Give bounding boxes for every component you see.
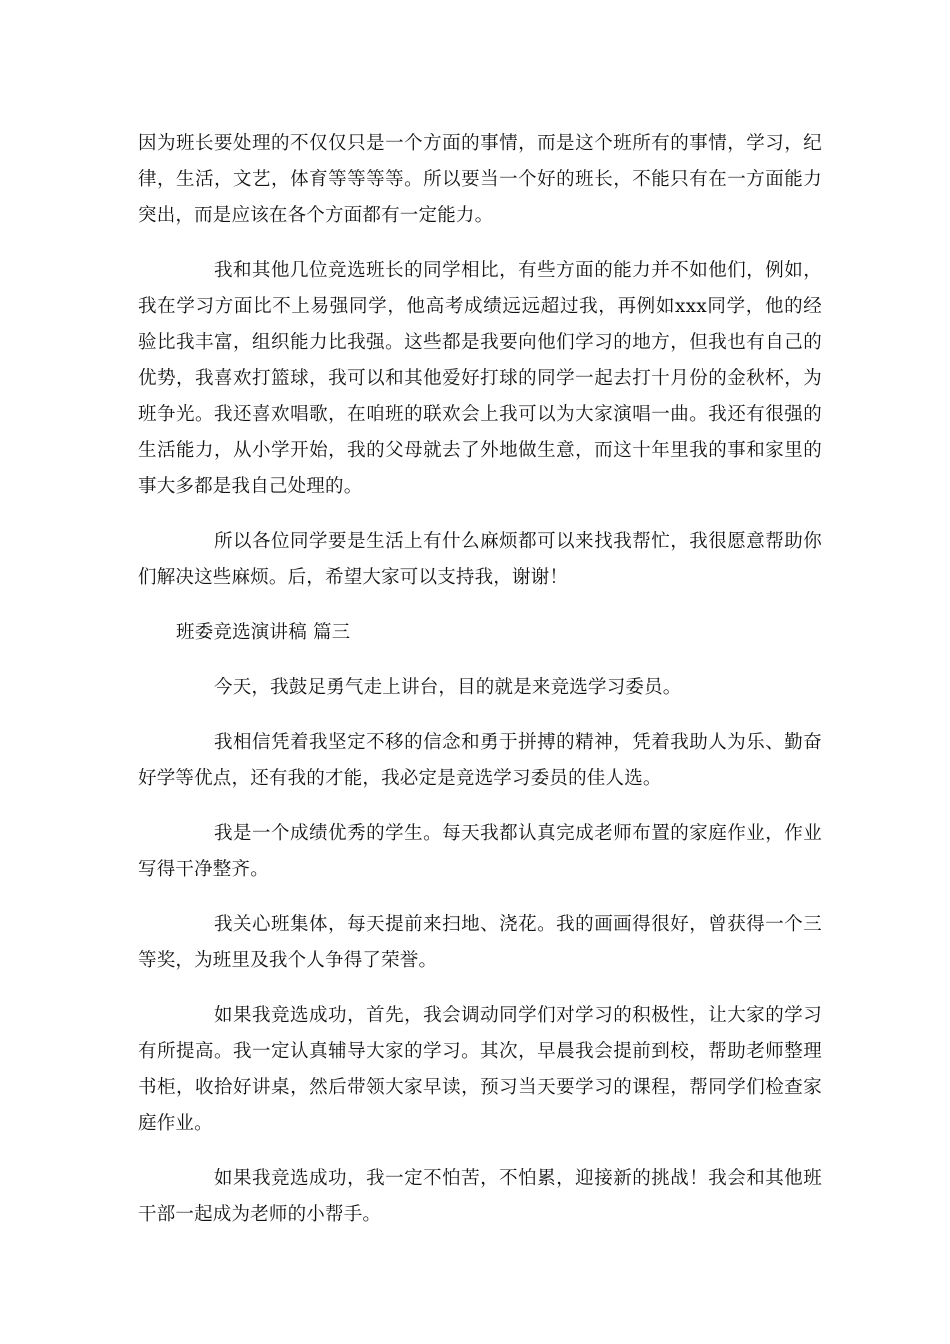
- paragraph-promise: 如果我竞选成功，我一定不怕苦，不怕累，迎接新的挑战！我会和其他班干部一起成为老师的小帮手。: [138, 1168, 822, 1225]
- paragraph-class-care: 我关心班集体，每天提前来扫地、浇花。我的画画得很好，曾获得一个三等奖，为班里及我个人争得了荣誉。: [138, 914, 822, 971]
- paragraph-student: 我是一个成绩优秀的学生。每天我都认真完成老师布置的家庭作业，作业写得干净整齐。: [138, 823, 822, 880]
- paragraph-closing: 所以各位同学要是生活上有什么麻烦都可以来找我帮忙，我很愿意帮助你们解决这些麻烦。后，希望大家可以支持我，谢谢！: [138, 531, 822, 588]
- paragraph-continuation: 因为班长要处理的不仅仅只是一个方面的事情，而是这个班所有的事情，学习，纪律，生活，文艺，体育等等等等。所以要当一个好的班长，不能只有在一方面能力突出，而是应该在各个方面都有一定能力。: [138, 133, 822, 226]
- paragraph-belief: 我相信凭着我坚定不移的信念和勇于拼搏的精神，凭着我助人为乐、勤奋好学等优点，还有我的才能，我必定是竞选学习委员的佳人选。: [138, 732, 822, 789]
- document-body: [138, 126, 822, 1252]
- paragraph-comparison: 我和其他几位竞选班长的同学相比，有些方面的能力并不如他们，例如，我在学习方面比不上易强同学，他高考成绩远远超过我，再例如xxx同学，他的经验比我丰富，组织能力比我强。这些都是我要向他们学习的地方，但我也有自己的优势，我喜欢打篮球，我可以和其他爱好打球的同学一起去打十月份的金秋杯，为班争光。我还喜欢唱歌，在咱班的联欢会上我可以为大家演唱一曲。我还有很强的生活能力，从小学开始，我的父母就去了外地做生意，而这十年里我的事和家里的事大多都是我自己处理的。: [138, 260, 822, 497]
- paragraph-plan: 如果我竞选成功，首先，我会调动同学们对学习的积极性，让大家的学习有所提高。我一定认真辅导大家的学习。其次，早晨我会提前到校，帮助老师整理书柜，收拾好讲桌，然后带领大家早读，预习当天要学习的课程，帮同学们检查家庭作业。: [138, 1005, 822, 1134]
- paragraph-intro: 今天，我鼓足勇气走上讲台，目的就是来竞选学习委员。: [214, 677, 682, 698]
- section-heading: 班委竞选演讲稿 篇三: [176, 622, 351, 643]
